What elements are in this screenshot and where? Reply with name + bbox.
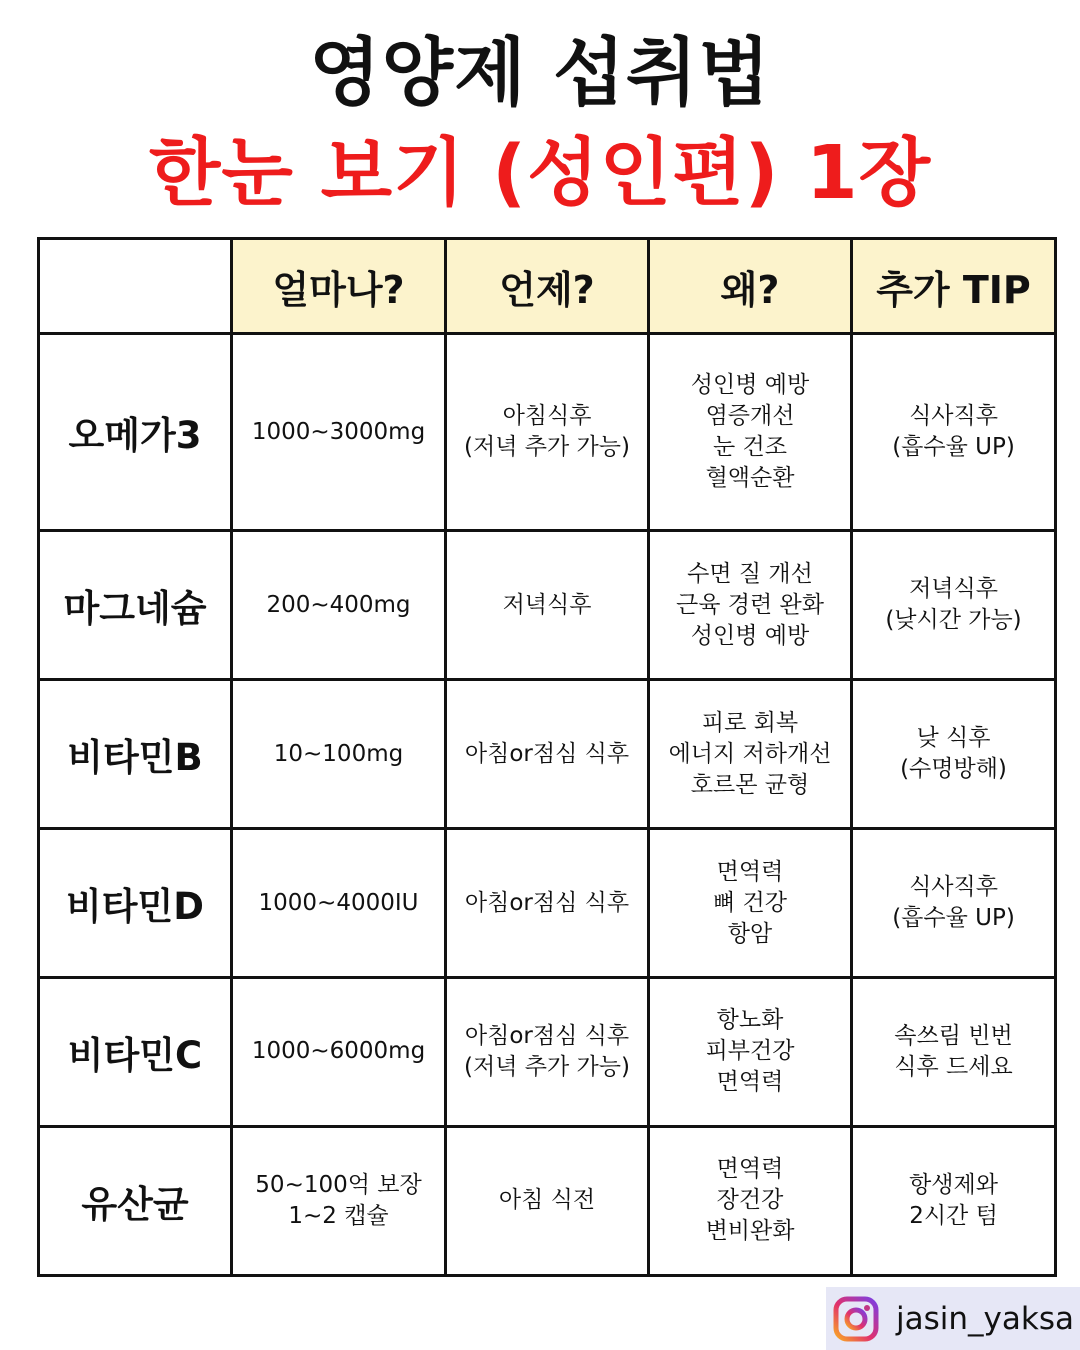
row-name-vitamin-b: 비타민B bbox=[39, 680, 232, 829]
tip-cell: 속쓰림 빈번 식후 드세요 bbox=[852, 977, 1056, 1126]
why-cell: 피로 회복 에너지 저하개선 호르몬 균형 bbox=[649, 680, 852, 829]
tip-cell: 항생제와 2시간 텀 bbox=[852, 1126, 1056, 1275]
why-cell: 성인병 예방 염증개선 눈 건조 혈액순환 bbox=[649, 334, 852, 531]
title-line-2: 한눈 보기 (성인편) 1장 bbox=[148, 130, 932, 216]
amount-cell: 1000~6000mg bbox=[232, 977, 446, 1126]
header-tip: 추가 TIP bbox=[852, 239, 1056, 334]
why-cell: 항노화 피부건강 면역력 bbox=[649, 977, 852, 1126]
instagram-icon bbox=[830, 1293, 882, 1345]
instagram-handle: jasin_yaksa bbox=[896, 1300, 1074, 1337]
row-name-magnesium: 마그네슘 bbox=[39, 531, 232, 680]
when-cell: 아침 식전 bbox=[446, 1126, 649, 1275]
when-cell: 아침or점심 식후 bbox=[446, 829, 649, 978]
header-blank-cell bbox=[39, 239, 232, 334]
tip-cell: 식사직후 (흡수율 UP) bbox=[852, 829, 1056, 978]
why-cell: 수면 질 개선 근육 경련 완화 성인병 예방 bbox=[649, 531, 852, 680]
table-row bbox=[39, 1126, 1056, 1275]
amount-cell: 10~100mg bbox=[232, 680, 446, 829]
amount-cell: 50~100억 보장 1~2 캡슐 bbox=[232, 1126, 446, 1275]
table-row bbox=[39, 334, 1056, 531]
amount-cell: 1000~4000IU bbox=[232, 829, 446, 978]
table-row bbox=[39, 531, 1056, 680]
tip-cell: 낮 식후 (수명방해) bbox=[852, 680, 1056, 829]
when-cell: 아침or점심 식후 (저녁 추가 가능) bbox=[446, 977, 649, 1126]
table-header-row bbox=[39, 239, 1056, 334]
supplement-table bbox=[37, 237, 1057, 1277]
row-name-vitamin-d: 비타민D bbox=[39, 829, 232, 978]
why-cell: 면역력 뼈 건강 항암 bbox=[649, 829, 852, 978]
header-why: 왜? bbox=[649, 239, 852, 334]
row-name-omega3: 오메가3 bbox=[39, 334, 232, 531]
row-name-probiotics: 유산균 bbox=[39, 1126, 232, 1275]
tip-cell: 저녁식후 (낮시간 가능) bbox=[852, 531, 1056, 680]
header-when: 언제? bbox=[446, 239, 649, 334]
when-cell: 아침or점심 식후 bbox=[446, 680, 649, 829]
instagram-badge[interactable] bbox=[826, 1287, 1080, 1350]
title-line-1: 영양제 섭취법 bbox=[309, 30, 771, 116]
why-cell: 면역력 장건강 변비완화 bbox=[649, 1126, 852, 1275]
table-row bbox=[39, 977, 1056, 1126]
when-cell: 저녁식후 bbox=[446, 531, 649, 680]
amount-cell: 1000~3000mg bbox=[232, 334, 446, 531]
amount-cell: 200~400mg bbox=[232, 531, 446, 680]
row-name-vitamin-c: 비타민C bbox=[39, 977, 232, 1126]
when-cell: 아침식후 (저녁 추가 가능) bbox=[446, 334, 649, 531]
tip-cell: 식사직후 (흡수율 UP) bbox=[852, 334, 1056, 531]
table-row bbox=[39, 680, 1056, 829]
table-row bbox=[39, 829, 1056, 978]
header-amount: 얼마나? bbox=[232, 239, 446, 334]
